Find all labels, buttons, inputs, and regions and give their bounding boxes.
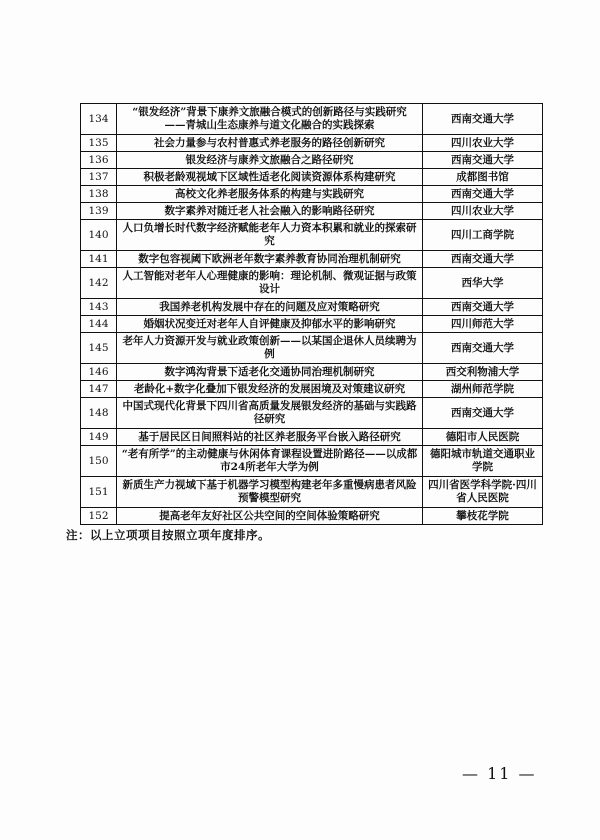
- row-number: 147: [81, 381, 117, 398]
- project-title: 我国养老机构发展中存在的问题及应对策略研究: [117, 299, 423, 316]
- table-row: [81, 333, 543, 364]
- institution: 湖州师范学院: [423, 381, 543, 398]
- institution: 西南交通大学: [423, 251, 543, 268]
- row-number: 152: [81, 508, 117, 525]
- row-number: 137: [81, 169, 117, 186]
- project-title: 社会力量参与农村普惠式养老服务的路径创新研究: [117, 135, 423, 152]
- row-number: 135: [81, 135, 117, 152]
- row-number: 145: [81, 333, 117, 364]
- table-row: [81, 477, 543, 508]
- row-number: 134: [81, 104, 117, 135]
- row-number: 144: [81, 316, 117, 333]
- table-row: [81, 446, 543, 477]
- institution: 四川省医学科学院·四川省人民医院: [423, 477, 543, 508]
- table-row: [81, 429, 543, 446]
- institution: 成都图书馆: [423, 169, 543, 186]
- row-number: 139: [81, 203, 117, 220]
- table-row: [81, 299, 543, 316]
- row-number: 149: [81, 429, 117, 446]
- row-number: 143: [81, 299, 117, 316]
- row-number: 142: [81, 268, 117, 299]
- project-table: [80, 103, 543, 525]
- institution: 攀枝花学院: [423, 508, 543, 525]
- project-title: “老有所学”的主动健康与休闲体育课程设置进阶路径——以成都市24所老年大学为例: [117, 446, 423, 477]
- project-title-main: “银发经济”背景下康养文旅融合模式的创新路径与实践研究: [132, 106, 407, 118]
- project-title: 银发经济与康养文旅融合之路径研究: [117, 152, 423, 169]
- institution: 西南交通大学: [423, 398, 543, 429]
- row-number: 146: [81, 364, 117, 381]
- project-title: 中国式现代化背景下四川省高质量发展银发经济的基础与实践路径研究: [117, 398, 423, 429]
- project-title: 老龄化+数字化叠加下银发经济的发展困境及对策建议研究: [117, 381, 423, 398]
- table-row: [81, 104, 543, 135]
- institution: 西南交通大学: [423, 152, 543, 169]
- institution: 西南交通大学: [423, 299, 543, 316]
- project-title: 人工智能对老年人心理健康的影响：理论机制、微观证据与政策设计: [117, 268, 423, 299]
- table-row: [81, 508, 543, 525]
- project-title-subtitle: ——青城山生态康养与道文化融合的实践探索: [164, 119, 375, 131]
- table-row: [81, 220, 543, 251]
- table-row: [81, 135, 543, 152]
- project-title: [117, 104, 423, 135]
- institution: 西南交通大学: [423, 104, 543, 135]
- row-number: 151: [81, 477, 117, 508]
- institution: 西华大学: [423, 268, 543, 299]
- table-row: [81, 381, 543, 398]
- table-row: [81, 203, 543, 220]
- row-number: 141: [81, 251, 117, 268]
- project-title: 数字鸿沟背景下适老化交通协同治理机制研究: [117, 364, 423, 381]
- table-row: [81, 398, 543, 429]
- project-title: 数字素养对随迁老人社会融入的影响路径研究: [117, 203, 423, 220]
- table-row: [81, 364, 543, 381]
- table-row: [81, 169, 543, 186]
- institution: 德阳城市轨道交通职业学院: [423, 446, 543, 477]
- project-title: 基于居民区日间照料站的社区养老服务平台嵌入路径研究: [117, 429, 423, 446]
- project-title: 婚姻状况变迁对老年人自评健康及抑郁水平的影响研究: [117, 316, 423, 333]
- project-title: 老年人力资源开发与就业政策创新——以某国企退休人员续聘为例: [117, 333, 423, 364]
- table-note: 注：以上立项项目按照立项年度排序。: [66, 528, 270, 542]
- institution: 四川工商学院: [423, 220, 543, 251]
- project-title: 提高老年友好社区公共空间的空间体验策略研究: [117, 508, 423, 525]
- institution: 德阳市人民医院: [423, 429, 543, 446]
- table-row: [81, 152, 543, 169]
- row-number: 150: [81, 446, 117, 477]
- institution: 四川师范大学: [423, 316, 543, 333]
- institution: 西南交通大学: [423, 186, 543, 203]
- institution: 西南交通大学: [423, 333, 543, 364]
- project-title: 新质生产力视域下基于机器学习模型构建老年多重慢病患者风险预警模型研究: [117, 477, 423, 508]
- table-row: [81, 316, 543, 333]
- row-number: 140: [81, 220, 117, 251]
- table-row: [81, 268, 543, 299]
- table-row: [81, 186, 543, 203]
- row-number: 136: [81, 152, 117, 169]
- institution: 四川农业大学: [423, 135, 543, 152]
- institution: 四川农业大学: [423, 203, 543, 220]
- project-title: 高校文化养老服务体系的构建与实践研究: [117, 186, 423, 203]
- table-row: [81, 251, 543, 268]
- row-number: 148: [81, 398, 117, 429]
- page-number: — 11 —: [462, 764, 537, 783]
- project-title: 数字包容视阈下欧洲老年数字素养教育协同治理机制研究: [117, 251, 423, 268]
- row-number: 138: [81, 186, 117, 203]
- institution: 西交利物浦大学: [423, 364, 543, 381]
- project-title: 人口负增长时代数字经济赋能老年人力资本积累和就业的探索研究: [117, 220, 423, 251]
- project-title: 积极老龄观视域下区域性适老化阅读资源体系构建研究: [117, 169, 423, 186]
